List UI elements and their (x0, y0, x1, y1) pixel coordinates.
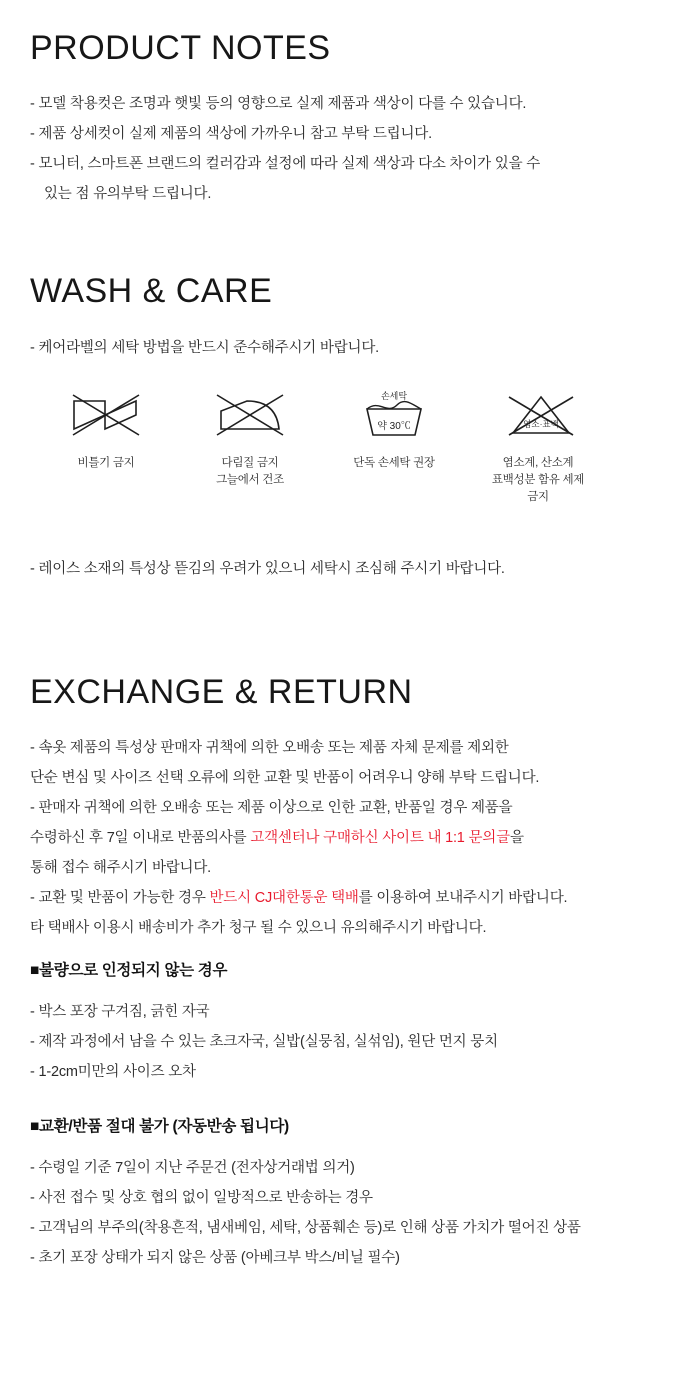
exchange-return-title: EXCHANGE & RETURN (30, 672, 413, 711)
care-symbol-row (30, 389, 670, 506)
text-post: 를 이용하여 보내주시기 바랍니다. (358, 890, 568, 907)
text-pre: 수령하신 후 7일 이내로 반품의사를 (30, 830, 251, 847)
svg-text:손세탁: 손세탁 (380, 390, 408, 401)
no-exchange-line: - 고객님의 부주의(착용흔적, 냄새베임, 세탁, 상품훼손 등)로 인해 상품 가치가 떨어진 상품 (30, 1220, 581, 1237)
svg-text:염소·표백: 염소·표백 (523, 418, 559, 429)
exchange-line: 단순 변심 및 사이즈 선택 오류에 의한 교환 및 반품이 어려우니 양해 부탁 드립니다. (30, 770, 540, 787)
exchange-line: - 속옷 제품의 특성상 판매자 귀책에 의한 오배송 또는 제품 자체 문제를 제외한 (30, 740, 509, 757)
wash-care-intro: - 케어라벨의 세탁 방법을 반드시 준수해주시기 바랍니다. (30, 339, 379, 356)
section-product-notes (30, 30, 670, 209)
product-notes-lines (30, 89, 670, 209)
not-defect-line: - 1-2cm미만의 사이즈 오차 (30, 1064, 196, 1081)
section-exchange-return (30, 674, 670, 1273)
exchange-line-highlighted (30, 823, 670, 853)
exchange-line: 타 택배사 이용시 배송비가 추가 청구 될 수 있으니 유의해주시기 바랍니다. (30, 920, 487, 937)
product-notes-title: PRODUCT NOTES (30, 29, 331, 67)
wash-care-title: WASH & CARE (30, 272, 273, 311)
not-defect-line: - 박스 포장 구겨짐, 긁힌 자국 (30, 1004, 210, 1021)
product-notes-line: - 제품 상세컷이 실제 제품의 색상에 가까우니 참고 부탁 드립니다. (30, 126, 432, 143)
spacer (30, 209, 670, 273)
text-post: 을 (509, 830, 524, 847)
not-defect-line: - 제작 과정에서 남을 수 있는 초크자국, 실밥(실뭉침, 실섞임), 원단 먼지 뭉치 (30, 1034, 498, 1051)
no-wring-icon (69, 389, 143, 445)
no-bleach-icon (501, 389, 575, 445)
subheading-no-exchange: ■교환/반품 절대 불가 (자동반송 됩니다) (30, 1118, 289, 1136)
no-exchange-line: - 수령일 기준 7일이 지난 주문건 (전자상거래법 의거) (30, 1160, 355, 1177)
spacer (30, 506, 670, 554)
exchange-return-body (30, 733, 670, 943)
hand-wash-icon (357, 389, 431, 445)
care-item-no-iron (200, 389, 300, 489)
wash-care-intro-wrap (30, 333, 670, 363)
exchange-line: 통해 접수 해주시기 바랍니다. (30, 860, 211, 877)
care-caption: 염소계, 산소계 (502, 456, 574, 469)
care-caption: 비틀기 금지 (77, 456, 135, 469)
highlight-text: 고객센터나 구매하신 사이트 내 1:1 문의글 (250, 830, 510, 847)
care-item-no-wring (56, 389, 156, 472)
no-exchange-lines (30, 1153, 670, 1273)
wash-care-outro: - 레이스 소재의 특성상 뜯김의 우려가 있으니 세탁시 조심해 주시기 바랍니다. (30, 560, 505, 577)
care-caption: 다림질 금지 (221, 456, 279, 469)
spacer (30, 648, 670, 674)
highlight-text: 반드시 CJ대한통운 택배 (209, 890, 359, 907)
spacer (30, 943, 670, 957)
no-iron-icon (213, 389, 287, 445)
care-caption: 단독 손세탁 권장 (353, 456, 435, 469)
section-wash-care (30, 273, 670, 583)
not-defect-lines (30, 997, 670, 1087)
product-notes-line: 있는 점 유의부탁 드립니다. (44, 186, 212, 203)
spacer (30, 1087, 670, 1113)
care-item-hand-wash (344, 389, 444, 472)
care-caption-2: 그늘에서 건조 (216, 473, 284, 486)
text-pre: - 교환 및 반품이 가능한 경우 (30, 890, 210, 907)
care-item-no-bleach (488, 389, 588, 506)
spacer (30, 584, 670, 648)
svg-text:약 30℃: 약 30℃ (377, 420, 411, 432)
exchange-line-highlighted-2 (30, 883, 670, 913)
no-exchange-line: - 사전 접수 및 상호 협의 없이 일방적으로 반송하는 경우 (30, 1190, 373, 1207)
product-notes-line: - 모델 착용컷은 조명과 햇빛 등의 영향으로 실제 제품과 색상이 다를 수 있습니다. (30, 96, 527, 113)
care-caption-2: 표백성분 함유 세제 금지 (491, 473, 585, 503)
subheading-not-defect: ■불량으로 인정되지 않는 경우 (30, 962, 228, 980)
exchange-line: - 판매자 귀책에 의한 오배송 또는 제품 이상으로 인한 교환, 반품일 경우 제품을 (30, 800, 513, 817)
product-notes-line: - 모니터, 스마트폰 브랜드의 컬러감과 설정에 따라 실제 색상과 다소 차이가 있을 수 (30, 156, 541, 173)
no-exchange-line: - 초기 포장 상태가 되지 않은 상품 (아베크부 박스/비닐 필수) (30, 1250, 400, 1267)
